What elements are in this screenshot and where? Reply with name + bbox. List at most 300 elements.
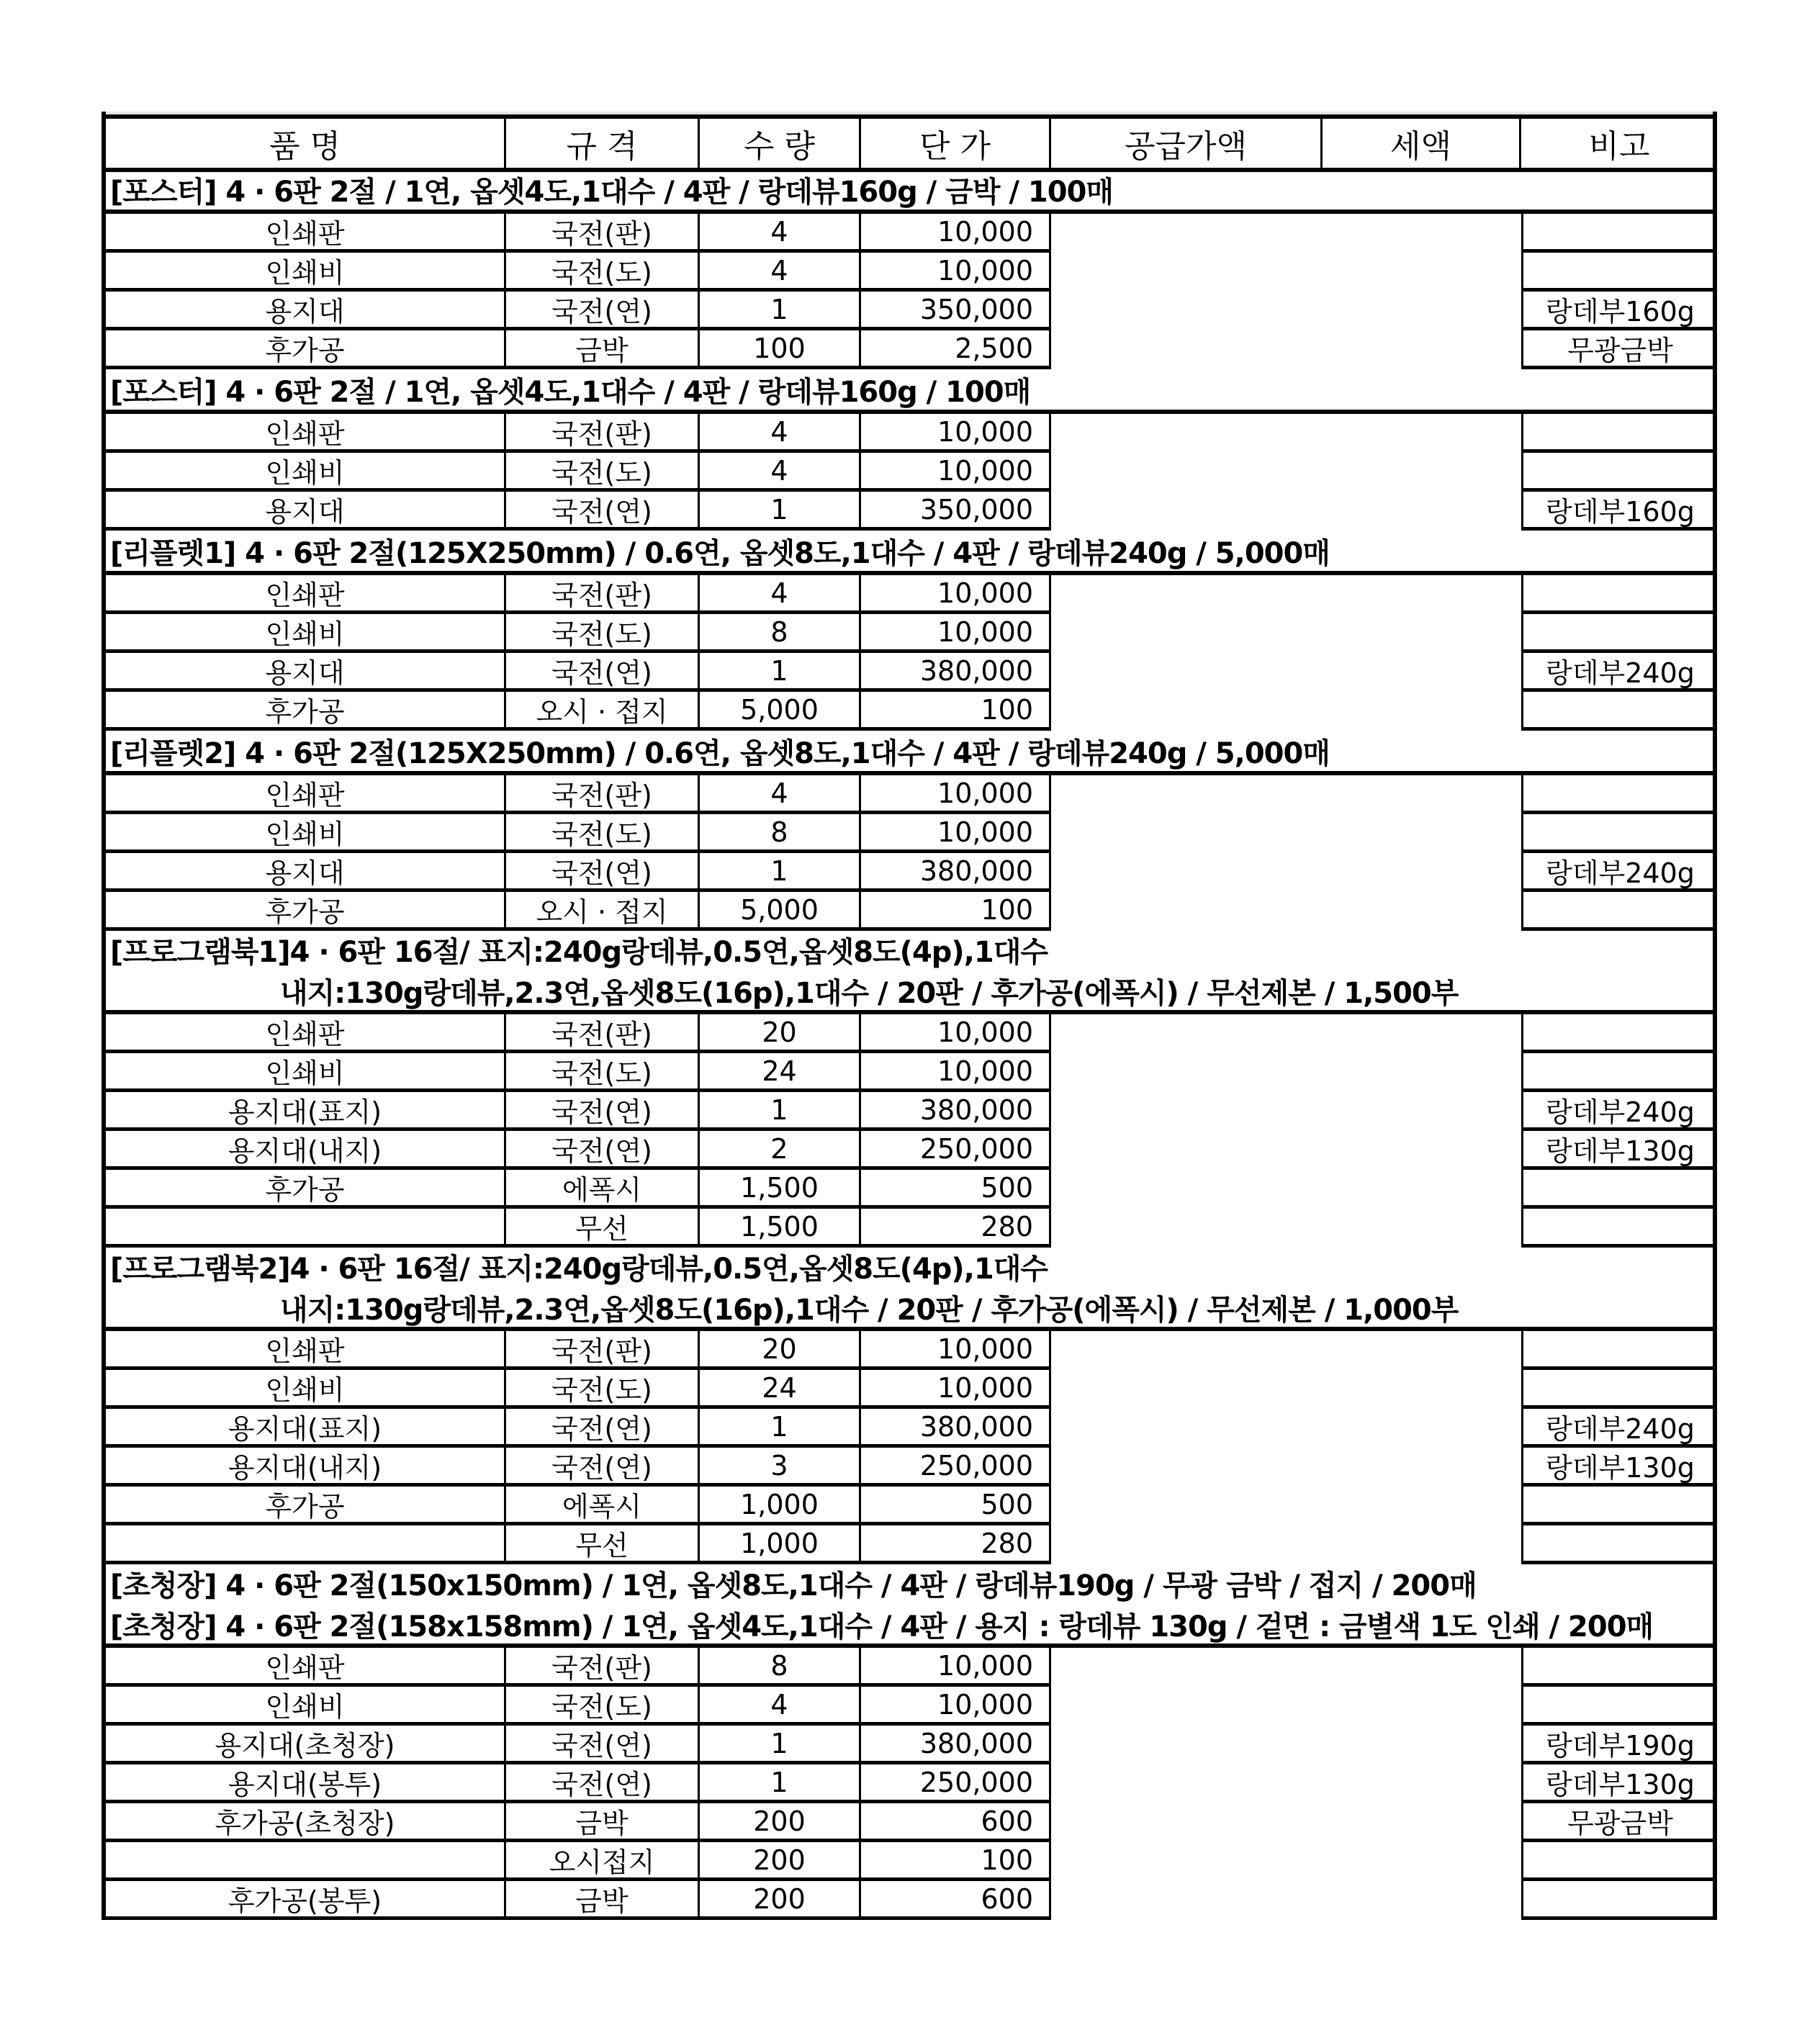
supply-amount-cell	[1051, 575, 1323, 614]
tax-cell	[1323, 1648, 1521, 1687]
spec-cell: 국전(연)	[506, 853, 700, 892]
item-name-cell: 인쇄판	[106, 214, 506, 253]
tax-cell	[1323, 1092, 1521, 1131]
note-cell: 랑데부240g	[1521, 1409, 1717, 1448]
spec-cell: 국전(도)	[506, 453, 700, 492]
item-name-cell: 인쇄비	[106, 253, 506, 292]
spec-cell: 국전(판)	[506, 414, 700, 453]
spec-cell: 무선	[506, 1209, 700, 1248]
quantity-cell: 4	[700, 453, 861, 492]
tax-cell	[1323, 214, 1521, 253]
quantity-cell: 1	[700, 492, 861, 531]
tax-cell	[1323, 1409, 1521, 1448]
quantity-cell: 1	[700, 1409, 861, 1448]
note-cell: 랑데부240g	[1521, 853, 1717, 892]
note-cell	[1521, 575, 1717, 614]
supply-amount-cell	[1051, 614, 1323, 653]
section-title-line: [리플렛1] 4 · 6판 2절(125X250mm) / 0.6연, 옵셋8도,1대수 / 4판 / 랑데뷰240g / 5,000매	[110, 536, 1330, 570]
supply-amount-cell	[1051, 1881, 1323, 1920]
spec-cell: 국전(연)	[506, 1726, 700, 1764]
spec-cell: 국전(연)	[506, 1131, 700, 1170]
header-note: 비고	[1588, 128, 1650, 165]
note-cell: 랑데부130g	[1521, 1764, 1717, 1803]
item-name-cell: 후가공	[106, 892, 506, 931]
item-name-cell: 인쇄비	[106, 453, 506, 492]
unit-price-cell: 380,000	[861, 1726, 1051, 1764]
quantity-cell: 1	[700, 292, 861, 330]
section-title	[110, 931, 1458, 1010]
unit-price-cell: 250,000	[861, 1131, 1051, 1170]
note-cell	[1521, 1842, 1717, 1881]
quantity-cell: 24	[700, 1370, 861, 1409]
section-title-row	[102, 169, 1717, 214]
unit-price-cell: 250,000	[861, 1448, 1051, 1487]
table-row	[102, 1764, 1717, 1803]
tax-cell	[1323, 1881, 1521, 1920]
table-row	[102, 1726, 1717, 1764]
item-name-cell	[106, 1525, 506, 1564]
spec-cell: 국전(판)	[506, 575, 700, 614]
supply-amount-cell	[1051, 1726, 1323, 1764]
spec-cell: 국전(연)	[506, 492, 700, 531]
table-row	[102, 1170, 1717, 1209]
note-cell: 무광금박	[1521, 330, 1717, 369]
item-name-cell: 용지대(봉투)	[106, 1764, 506, 1803]
table-row	[102, 1209, 1717, 1248]
note-cell: 랑데부130g	[1521, 1131, 1717, 1170]
note-cell	[1521, 1370, 1717, 1409]
unit-price-cell: 100	[861, 1842, 1051, 1881]
supply-amount-cell	[1051, 1131, 1323, 1170]
item-name-cell: 후가공	[106, 1170, 506, 1209]
section-title	[110, 531, 1330, 571]
quantity-cell: 200	[700, 1881, 861, 1920]
spec-cell: 에폭시	[506, 1170, 700, 1209]
note-cell	[1521, 775, 1717, 814]
table-row	[102, 1448, 1717, 1487]
spec-cell: 국전(연)	[506, 1764, 700, 1803]
table-row	[102, 1131, 1717, 1170]
note-cell	[1521, 614, 1717, 653]
quantity-cell: 1,000	[700, 1487, 861, 1525]
unit-price-cell: 250,000	[861, 1764, 1051, 1803]
quantity-cell: 5,000	[700, 692, 861, 731]
unit-price-cell: 10,000	[861, 1331, 1051, 1370]
unit-price-cell: 380,000	[861, 853, 1051, 892]
unit-price-cell: 100	[861, 892, 1051, 931]
unit-price-cell: 10,000	[861, 1648, 1051, 1687]
tax-cell	[1323, 892, 1521, 931]
tax-cell	[1323, 775, 1521, 814]
section-title-line: [포스터] 4 · 6판 2절 / 1연, 옵셋4도,1대수 / 4판 / 랑데뷰160g / 100매	[110, 375, 1031, 409]
table-row	[102, 492, 1717, 531]
section-title-line: [포스터] 4 · 6판 2절 / 1연, 옵셋4도,1대수 / 4판 / 랑데뷰160g / 금박 / 100매	[110, 175, 1114, 209]
section-title-row	[102, 1248, 1717, 1331]
section-title-row	[102, 369, 1717, 414]
tax-cell	[1323, 1842, 1521, 1881]
note-cell: 랑데부160g	[1521, 292, 1717, 330]
note-cell	[1521, 453, 1717, 492]
quantity-cell: 1,500	[700, 1170, 861, 1209]
unit-price-cell: 10,000	[861, 253, 1051, 292]
quantity-cell: 20	[700, 1014, 861, 1053]
supply-amount-cell	[1051, 1409, 1323, 1448]
tax-cell	[1323, 692, 1521, 731]
note-cell	[1521, 1331, 1717, 1370]
note-cell	[1521, 253, 1717, 292]
header-quantity: 수 량	[700, 119, 861, 168]
note-cell	[1521, 1881, 1717, 1920]
quantity-cell: 8	[700, 814, 861, 853]
unit-price-cell: 100	[861, 692, 1051, 731]
section-title-row	[102, 1564, 1717, 1648]
quantity-cell: 4	[700, 1687, 861, 1726]
note-cell: 랑데부130g	[1521, 1448, 1717, 1487]
tax-cell	[1323, 292, 1521, 330]
supply-amount-cell	[1051, 1687, 1323, 1726]
tax-cell	[1323, 814, 1521, 853]
table-row	[102, 1648, 1717, 1687]
item-name-cell: 후가공	[106, 692, 506, 731]
unit-price-cell: 280	[861, 1209, 1051, 1248]
quantity-cell: 200	[700, 1842, 861, 1881]
item-name-cell: 용지대(표지)	[106, 1092, 506, 1131]
supply-amount-cell	[1051, 414, 1323, 453]
spec-cell: 국전(도)	[506, 1687, 700, 1726]
note-cell	[1521, 1687, 1717, 1726]
unit-price-cell: 2,500	[861, 330, 1051, 369]
unit-price-cell: 10,000	[861, 775, 1051, 814]
item-name-cell: 용지대(내지)	[106, 1131, 506, 1170]
tax-cell	[1323, 1487, 1521, 1525]
unit-price-cell: 10,000	[861, 1687, 1051, 1726]
table-row	[102, 1014, 1717, 1053]
header-unit-price: 단 가	[861, 119, 1051, 168]
table-row	[102, 775, 1717, 814]
quantity-cell: 4	[700, 575, 861, 614]
table-row	[102, 330, 1717, 369]
unit-price-cell: 500	[861, 1487, 1051, 1525]
item-name-cell: 후가공(초청장)	[106, 1803, 506, 1842]
spec-cell: 금박	[506, 1881, 700, 1920]
table-row	[102, 1331, 1717, 1370]
tax-cell	[1323, 1764, 1521, 1803]
quantity-cell: 1,500	[700, 1209, 861, 1248]
table-row	[102, 214, 1717, 253]
item-name-cell: 인쇄비	[106, 1370, 506, 1409]
item-name-cell: 인쇄판	[106, 1331, 506, 1370]
note-cell	[1521, 814, 1717, 853]
unit-price-cell: 600	[861, 1803, 1051, 1842]
unit-price-cell: 380,000	[861, 1092, 1051, 1131]
tax-cell	[1323, 1014, 1521, 1053]
table-row	[102, 1881, 1717, 1920]
unit-price-cell: 10,000	[861, 1053, 1051, 1092]
quantity-cell: 200	[700, 1803, 861, 1842]
tax-cell	[1323, 1687, 1521, 1726]
spec-cell: 국전(도)	[506, 1053, 700, 1092]
tax-cell	[1323, 492, 1521, 531]
item-name-cell: 인쇄판	[106, 575, 506, 614]
table-row	[102, 1487, 1717, 1525]
unit-price-cell: 500	[861, 1170, 1051, 1209]
quantity-cell: 4	[700, 775, 861, 814]
table-header-row	[102, 114, 1717, 172]
spec-cell: 국전(연)	[506, 1409, 700, 1448]
supply-amount-cell	[1051, 214, 1323, 253]
note-cell: 랑데부240g	[1521, 653, 1717, 692]
tax-cell	[1323, 614, 1521, 653]
section-title	[110, 169, 1113, 209]
tax-cell	[1323, 1525, 1521, 1564]
item-name-cell: 인쇄비	[106, 814, 506, 853]
supply-amount-cell	[1051, 292, 1323, 330]
spec-cell: 오시 · 접지	[506, 692, 700, 731]
supply-amount-cell	[1051, 1803, 1323, 1842]
tax-cell	[1323, 453, 1521, 492]
quantity-cell: 100	[700, 330, 861, 369]
table-row	[102, 1525, 1717, 1564]
unit-price-cell: 600	[861, 1881, 1051, 1920]
spec-cell: 금박	[506, 1803, 700, 1842]
unit-price-cell: 380,000	[861, 653, 1051, 692]
supply-amount-cell	[1051, 853, 1323, 892]
note-cell	[1521, 214, 1717, 253]
note-cell	[1521, 1487, 1717, 1525]
item-name-cell: 후가공	[106, 330, 506, 369]
item-name-cell: 인쇄비	[106, 1053, 506, 1092]
quantity-cell: 1	[700, 653, 861, 692]
tax-cell	[1323, 330, 1521, 369]
note-cell	[1521, 1053, 1717, 1092]
quantity-cell: 4	[700, 253, 861, 292]
table-row	[102, 853, 1717, 892]
section-title-line: 내지:130g랑데뷰,2.3연,옵셋8도(16p),1대수 / 20판 / 후가공(에폭시) / 무선제본 / 1,000부	[280, 1294, 1459, 1327]
spec-cell: 국전(도)	[506, 253, 700, 292]
tax-cell	[1323, 653, 1521, 692]
section-title-row	[102, 731, 1717, 775]
note-cell	[1521, 1209, 1717, 1248]
spec-cell: 국전(판)	[506, 1331, 700, 1370]
note-cell: 무광금박	[1521, 1803, 1717, 1842]
supply-amount-cell	[1051, 1209, 1323, 1248]
supply-amount-cell	[1051, 1648, 1323, 1687]
header-tax: 세액	[1323, 119, 1521, 168]
note-cell: 랑데부160g	[1521, 492, 1717, 531]
item-name-cell: 인쇄판	[106, 1014, 506, 1053]
item-name-cell: 후가공	[106, 1487, 506, 1525]
item-name-cell: 용지대(초청장)	[106, 1726, 506, 1764]
table-row	[102, 292, 1717, 330]
item-name-cell	[106, 1842, 506, 1881]
table-row	[102, 614, 1717, 653]
header-spec: 규 격	[506, 119, 700, 168]
spec-cell: 국전(도)	[506, 1370, 700, 1409]
item-name-cell: 용지대	[106, 853, 506, 892]
unit-price-cell: 10,000	[861, 614, 1051, 653]
section-title-line: 내지:130g랑데뷰,2.3연,옵셋8도(16p),1대수 / 20판 / 후가공(에폭시) / 무선제본 / 1,500부	[280, 977, 1459, 1010]
item-name-cell: 인쇄판	[106, 775, 506, 814]
spec-cell: 국전(판)	[506, 1648, 700, 1687]
item-name-cell: 용지대	[106, 292, 506, 330]
note-cell	[1521, 1525, 1717, 1564]
note-cell	[1521, 1648, 1717, 1687]
supply-amount-cell	[1051, 453, 1323, 492]
table-row	[102, 1803, 1717, 1842]
supply-amount-cell	[1051, 492, 1323, 531]
section-title	[110, 369, 1030, 410]
table-row	[102, 253, 1717, 292]
supply-amount-cell	[1051, 814, 1323, 853]
spec-cell: 국전(도)	[506, 814, 700, 853]
table-row	[102, 414, 1717, 453]
unit-price-cell: 380,000	[861, 1409, 1051, 1448]
supply-amount-cell	[1051, 692, 1323, 731]
section-title-line: [프로그램북1]4 · 6판 16절/ 표지:240g랑데뷰,0.5연,옵셋8도(4p),1대수	[110, 936, 1048, 969]
supply-amount-cell	[1051, 1448, 1323, 1487]
tax-cell	[1323, 1209, 1521, 1248]
spec-cell: 국전(연)	[506, 1092, 700, 1131]
note-cell	[1521, 1014, 1717, 1053]
section-title-row	[102, 931, 1717, 1014]
header-item-name: 품 명	[106, 119, 506, 168]
quantity-cell: 1	[700, 853, 861, 892]
table-row	[102, 453, 1717, 492]
tax-cell	[1323, 1448, 1521, 1487]
section-title-line: [프로그램북2]4 · 6판 16절/ 표지:240g랑데뷰,0.5연,옵셋8도(4p),1대수	[110, 1253, 1048, 1286]
item-name-cell	[106, 1209, 506, 1248]
table-row	[102, 1842, 1717, 1881]
item-name-cell: 인쇄비	[106, 614, 506, 653]
supply-amount-cell	[1051, 1842, 1323, 1881]
unit-price-cell: 350,000	[861, 292, 1051, 330]
unit-price-cell: 10,000	[861, 214, 1051, 253]
table-row	[102, 814, 1717, 853]
note-cell	[1521, 692, 1717, 731]
tax-cell	[1323, 853, 1521, 892]
quantity-cell: 1	[700, 1092, 861, 1131]
item-name-cell: 용지대(내지)	[106, 1448, 506, 1487]
spec-cell: 오시 · 접지	[506, 892, 700, 931]
tax-cell	[1323, 575, 1521, 614]
table-row	[102, 1092, 1717, 1131]
supply-amount-cell	[1051, 1331, 1323, 1370]
spec-cell: 금박	[506, 330, 700, 369]
quantity-cell: 8	[700, 614, 861, 653]
section-title	[110, 731, 1330, 771]
supply-amount-cell	[1051, 330, 1323, 369]
supply-amount-cell	[1051, 1370, 1323, 1409]
note-cell	[1521, 892, 1717, 931]
section-title	[110, 1248, 1458, 1327]
table-row	[102, 692, 1717, 731]
quantity-cell: 24	[700, 1053, 861, 1092]
quantity-cell: 8	[700, 1648, 861, 1687]
item-name-cell: 인쇄판	[106, 1648, 506, 1687]
table-row	[102, 1409, 1717, 1448]
section-title-line: [초청장] 4 · 6판 2절(158x158mm) / 1연, 옵셋4도,1대수 / 4판 / 용지 : 랑데뷰 130g / 겉면 : 금별색 1도 인쇄 / 200매	[110, 1610, 1654, 1644]
header-supply-amount: 공급가액	[1051, 119, 1323, 168]
quantity-cell: 2	[700, 1131, 861, 1170]
supply-amount-cell	[1051, 892, 1323, 931]
quantity-cell: 1,000	[700, 1525, 861, 1564]
note-cell: 랑데부190g	[1521, 1726, 1717, 1764]
supply-amount-cell	[1051, 775, 1323, 814]
supply-amount-cell	[1051, 1487, 1323, 1525]
quantity-cell: 4	[700, 414, 861, 453]
item-name-cell: 용지대(표지)	[106, 1409, 506, 1448]
quantity-cell: 1	[700, 1764, 861, 1803]
spec-cell: 국전(연)	[506, 653, 700, 692]
section-title-line: [초청장] 4 · 6판 2절(150x150mm) / 1연, 옵셋8도,1대수 / 4판 / 랑데뷰190g / 무광 금박 / 접지 / 200매	[110, 1569, 1477, 1602]
tax-cell	[1323, 1170, 1521, 1209]
item-name-cell: 인쇄판	[106, 414, 506, 453]
item-name-cell: 용지대	[106, 653, 506, 692]
supply-amount-cell	[1051, 1525, 1323, 1564]
note-cell	[1521, 1170, 1717, 1209]
table-row	[102, 1687, 1717, 1726]
spec-cell: 무선	[506, 1525, 700, 1564]
spec-cell: 국전(판)	[506, 775, 700, 814]
section-title-line: [리플렛2] 4 · 6판 2절(125X250mm) / 0.6연, 옵셋8도,1대수 / 4판 / 랑데뷰240g / 5,000매	[110, 736, 1330, 770]
quantity-cell: 1	[700, 1726, 861, 1764]
supply-amount-cell	[1051, 653, 1323, 692]
tax-cell	[1323, 1726, 1521, 1764]
supply-amount-cell	[1051, 1764, 1323, 1803]
table-row	[102, 892, 1717, 931]
spec-cell: 에폭시	[506, 1487, 700, 1525]
section-title	[110, 1564, 1653, 1644]
table-row	[102, 1053, 1717, 1092]
table-row	[102, 653, 1717, 692]
unit-price-cell: 10,000	[861, 814, 1051, 853]
tax-cell	[1323, 1331, 1521, 1370]
spec-cell: 국전(연)	[506, 292, 700, 330]
spec-cell: 국전(도)	[506, 614, 700, 653]
supply-amount-cell	[1051, 253, 1323, 292]
tax-cell	[1323, 1131, 1521, 1170]
spec-cell: 국전(판)	[506, 214, 700, 253]
table-row	[102, 1370, 1717, 1409]
spec-cell: 국전(판)	[506, 1014, 700, 1053]
tax-cell	[1323, 1803, 1521, 1842]
item-name-cell: 인쇄비	[106, 1687, 506, 1726]
section-title-row	[102, 531, 1717, 575]
spec-cell: 오시접지	[506, 1842, 700, 1881]
unit-price-cell: 10,000	[861, 414, 1051, 453]
item-name-cell: 후가공(봉투)	[106, 1881, 506, 1920]
note-cell: 랑데부240g	[1521, 1092, 1717, 1131]
supply-amount-cell	[1051, 1170, 1323, 1209]
quantity-cell: 3	[700, 1448, 861, 1487]
tax-cell	[1323, 1370, 1521, 1409]
tax-cell	[1323, 253, 1521, 292]
supply-amount-cell	[1051, 1053, 1323, 1092]
spec-cell: 국전(연)	[506, 1448, 700, 1487]
unit-price-cell: 10,000	[861, 575, 1051, 614]
note-cell	[1521, 414, 1717, 453]
quantity-cell: 4	[700, 214, 861, 253]
quantity-cell: 20	[700, 1331, 861, 1370]
unit-price-cell: 10,000	[861, 1014, 1051, 1053]
quantity-cell: 5,000	[700, 892, 861, 931]
unit-price-cell: 10,000	[861, 453, 1051, 492]
unit-price-cell: 350,000	[861, 492, 1051, 531]
unit-price-cell: 10,000	[861, 1370, 1051, 1409]
table-row	[102, 575, 1717, 614]
tax-cell	[1323, 414, 1521, 453]
supply-amount-cell	[1051, 1014, 1323, 1053]
